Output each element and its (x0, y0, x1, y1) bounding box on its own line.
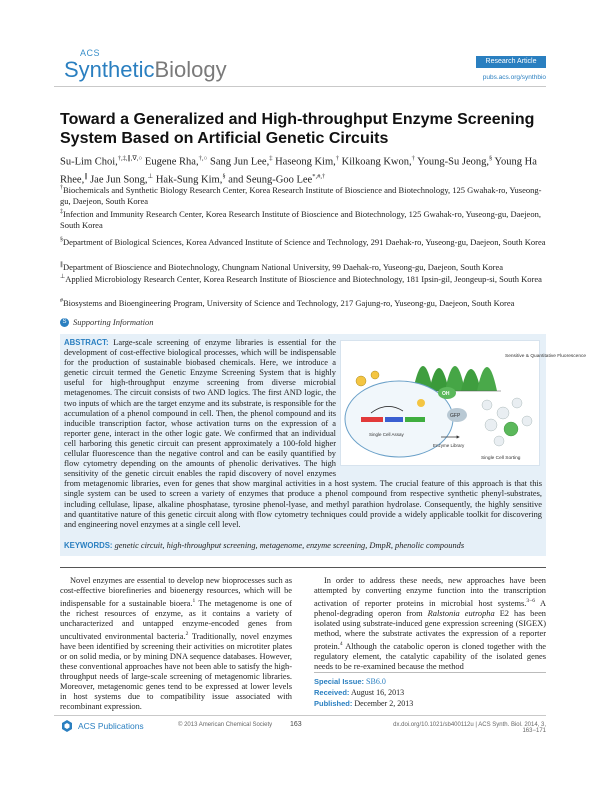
special-issue-line (314, 676, 546, 687)
published-line (314, 698, 546, 709)
article-type-badge: Research Article (476, 56, 546, 68)
body-column-right (314, 576, 546, 672)
author-affiliation-mark: § (489, 155, 493, 162)
body-text: Novel enzymes are essential to develop new bioprocesses such as cost-effective biorefineries and bioenergy resources, which will be indispensable for a sustainable bioera. (60, 576, 292, 608)
toc-label-sensitive: Sensitive & Quantitative Fluorescence (505, 354, 587, 359)
author-affiliation-mark: ‡ (269, 155, 273, 162)
author-name[interactable]: and Seung-Goo Lee (228, 174, 313, 185)
received-value: August 16, 2013 (351, 688, 405, 697)
author-affiliation-mark: †,‡,∥,∇,○ (117, 155, 143, 162)
abstract (64, 338, 542, 530)
journal-logo[interactable] (64, 58, 227, 82)
author-name[interactable]: Young Ha Rhee, (60, 156, 537, 185)
affiliation (60, 207, 546, 231)
affiliation (60, 260, 546, 273)
body-column-left (60, 576, 292, 712)
abstract-body: Large-scale screening of enzyme libraries is essential for the development of cost-effective biological processes, which will be indispensable for the production of sustainable biobased chemicals. Here, we introduce a genetic circuit termed the Genetic Enzyme Screening System that is highly useful for high-throughput enzyme screening from diverse microbial metagenomes. The circuit consists of two AND logics. The first AND logic, the two inputs of which are the target enzyme and its substrate, is responsible for the accumulation of a phenol compound in cell. Then, the phenol compound and its inducible transcription factor, whose activation turns on the expression of a reporter gene, interact in the other logic gate. We confirmed that an individual cell harboring this genetic circuit can present approximately a 100-fold higher cellular fluorescence than the negative control and can be easily quantified by flow cytometry depending on the amounts of phenolic derivatives. The high sensitivity of the genetic circuit enables the rapid discovery of novel enzymes from metagenomic libraries, even for genes that show marginal activities in a host system. The crucial feature of this approach is that this single system can be used to screen a variety of enzymes that produce a phenol compound from respective synthetic phenyl-substrates, including cellulase, lipase, alkaline phosphatase, tyrosine phenol-lyase, and methyl parathion hydrolase. Consequently, the highly sensitive and quantitative nature of this genetic circuit along with flow cytometry techniques could provide a widely applicable toolkit for discovering and engineering novel enzymes at a single cell level. (64, 338, 542, 529)
body-text: Although the catabolic operon is cloned together with the regulatory element, the catalytic capability of the isolated genes needs to be re-examined because the method (314, 641, 546, 671)
affiliation-text: Applied Microbiology Research Center, Korea Research Institute of Bioscience and Biotechnology, 181 Ipsin-gil, Jeongeup-si, South Korea (65, 273, 542, 284)
doi-citation[interactable]: dx.doi.org/10.1021/sb400112u | ACS Synth. Biol. 2014, 3, 163−171 (393, 722, 546, 734)
affiliation-mark: ‡ (60, 209, 63, 215)
author-affiliation-mark: ∥ (84, 172, 88, 180)
special-issue-value[interactable]: SB6.0 (366, 677, 386, 686)
body-text: The metagenome is one of the richest resources of enzyme, as it contains a variety of uncharacterized and untapped enzyme-encoded genes from uncultivated environmental bacteria. (60, 598, 293, 641)
keywords-heading: KEYWORDS: (64, 541, 113, 550)
affiliation-text: Department of Bioscience and Biotechnology, Chungnam National University, 99 Daehak-ro, Yuseong-gu, Daejeon, South Korea (63, 261, 503, 272)
received-line (314, 687, 546, 698)
affiliation (60, 272, 546, 285)
section-divider (60, 567, 546, 568)
journal-logo-word2: Biology (154, 57, 227, 82)
author-name[interactable]: Kilkoang Kwon, (341, 156, 412, 168)
body-text: A phenol-degrading operon from (314, 598, 546, 618)
journal-logo-small: ACS (80, 48, 101, 58)
published-value: December 2, 2013 (354, 699, 414, 708)
affiliation-text: Department of Biological Sciences, Korea Advanced Institute of Science and Technology, 291 Daehak-ro, Yuseong-gu, Daejeon, South Korea (63, 236, 546, 247)
author-affiliation-mark: § (222, 172, 226, 180)
affiliation-text: Biochemicals and Synthetic Biology Research Center, Korea Research Institute of Bioscience and Biotechnology, 125 Gwahak-ro, Yuseong-gu, Daejeon, South Korea (60, 184, 542, 206)
copyright-notice: © 2013 American Chemical Society (178, 722, 273, 728)
keywords (64, 541, 542, 551)
supporting-info-icon: S (60, 318, 69, 327)
article-dates (314, 672, 546, 709)
supporting-info-label: Supporting Information (73, 317, 154, 327)
affiliation-text: Infection and Immunity Research Center, Korea Research Institute of Bioscience and Biotechnology, 125 Gwahak-ro, Yuseong-gu, Daejeon, South Korea (60, 208, 541, 230)
supporting-information-link[interactable] (60, 317, 154, 327)
toc-label-sorting: Single Cell Sorting (481, 456, 521, 461)
author-affiliation-mark: †,○ (198, 155, 208, 162)
toc-label-gfp: GFP (450, 413, 461, 419)
affiliation-mark: § (60, 237, 63, 243)
affiliation-mark: ∥ (60, 262, 63, 268)
body-text: In order to address these needs, new approaches have been attempted by converting enzyme function into the transcription activation of reporter proteins in microbial host systems. (314, 576, 546, 608)
keywords-list: genetic circuit, high-throughput screening, metagenome, enzyme screening, DmpR, phenolic compounds (114, 541, 465, 550)
affiliation (60, 183, 546, 207)
citation-ref[interactable]: 3−6 (526, 598, 536, 604)
article-title: Toward a Generalized and High-throughput Enzyme Screening System Based on Artificial Genetic Circuits (60, 111, 535, 147)
affiliation-mark: † (60, 185, 63, 191)
citation-ref[interactable]: 4 (339, 640, 343, 647)
affiliation-mark: ⊥ (60, 274, 66, 280)
affiliation (60, 296, 546, 309)
body-text: Traditionally, novel enzymes have been identified by screening their activities on microtiter plates or on solid media, or by mining DNA sequence databases. However, these conventional approaches have not been able to satisfy the high-throughput needs of large-scale screening of metagenomic libraries. Moreover, metagenomic genes tend to be expressed at lower levels in host systems due to compatibility issue associated with recombinant expression. (60, 631, 292, 711)
author-name[interactable]: Hak-Sung Kim, (155, 174, 223, 185)
author-name[interactable]: Haseong Kim, (275, 156, 336, 168)
received-key: Received: (314, 688, 350, 697)
citation-ref[interactable]: 1 (192, 598, 196, 604)
author-name[interactable]: Jae Jun Song, (90, 174, 148, 185)
published-key: Published: (314, 699, 353, 708)
abstract-float-spacer (336, 338, 542, 470)
author-list (60, 152, 546, 187)
acs-hexagon-icon (60, 719, 74, 733)
affiliation-mark: # (60, 298, 63, 304)
special-issue-key: Special Issue: (314, 677, 365, 686)
publisher-name: ACS Publications (78, 721, 144, 731)
body-text: E2 has been isolated using substrate-induced gene expression screening (SIGEX) method, where the substrate activates the expression of a reporter protein. (314, 608, 546, 651)
affiliation (60, 235, 546, 248)
toc-label-library: Enzyme Library (433, 443, 465, 448)
author-name[interactable]: Eugene Rha, (144, 156, 199, 168)
species-name: Ralstonia eutropha (427, 608, 495, 618)
affiliation-text: Biosystems and Bioengineering Program, University of Science and Technology, 217 Gajung-ro, Yuseong-gu, Daejeon, South Korea (63, 297, 515, 308)
author-affiliation-mark: † (335, 155, 340, 162)
journal-url-link[interactable]: pubs.acs.org/synthbio (482, 74, 546, 81)
publisher-logo[interactable] (60, 719, 144, 733)
author-affiliation-mark: *,#,† (312, 172, 326, 180)
author-name[interactable]: Sang Jun Lee, (210, 156, 270, 168)
header-divider (54, 86, 546, 87)
page-number: 163 (290, 721, 302, 728)
citation-ref[interactable]: 2 (185, 630, 189, 637)
abstract-heading: ABSTRACT: (64, 338, 109, 347)
author-name[interactable]: Su-Lim Choi, (60, 156, 118, 168)
journal-logo-word1: Synthetic (64, 57, 155, 82)
author-affiliation-mark: † (411, 155, 415, 162)
author-name[interactable]: Young-Su Jeong, (417, 156, 490, 168)
footer-divider (54, 715, 546, 716)
toc-label-ges: Single Cell Assay (369, 432, 404, 437)
author-affiliation-mark: ⊥ (147, 172, 154, 180)
toc-label-oh: OH (442, 391, 450, 397)
